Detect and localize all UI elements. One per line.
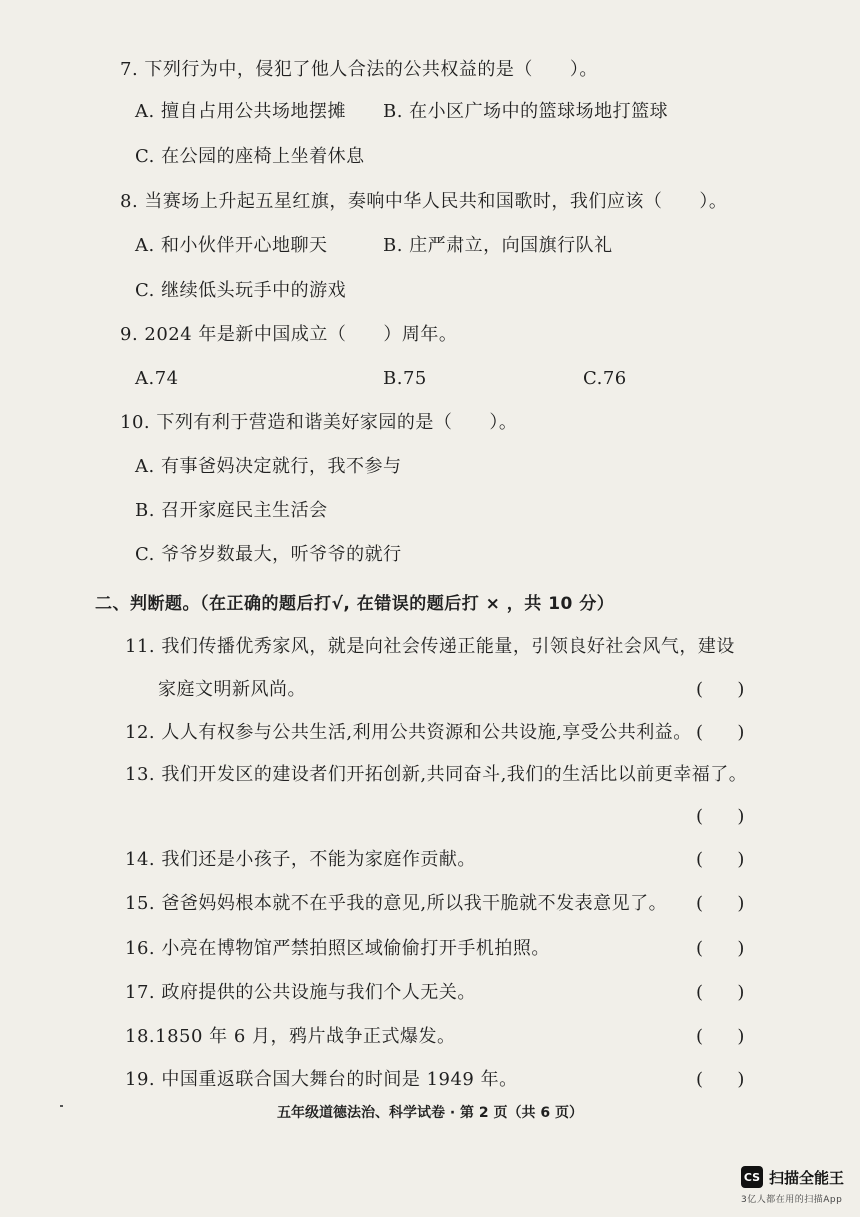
answer-blank-19[interactable]: ( ) [696,1069,745,1090]
question-8-option-c: C. 继续低头玩手中的游戏 [135,280,347,301]
answer-blank-18[interactable]: ( ) [696,1026,745,1047]
question-17: 17. 政府提供的公共设施与我们个人无关。 [125,982,476,1003]
question-10: 10. 下列有利于营造和谐美好家园的是（ ）。 [120,412,518,433]
page-footer: 五年级道德法治、科学试卷 · 第 2 页（共 6 页） [276,1105,584,1121]
question-13: 13. 我们开发区的建设者们开拓创新,共同奋斗,我们的生活比以前更幸福了。 [125,764,748,785]
question-9-option-c: C.76 [583,368,627,389]
question-7-option-a: A. 擅自占用公共场地摆摊 [135,101,346,122]
question-9-option-b: B.75 [383,368,427,389]
question-8-option-b: B. 庄严肃立，向国旗行队礼 [383,235,613,256]
answer-blank-14[interactable]: ( ) [696,849,745,870]
scanner-app-name: 扫描全能王 [769,1168,845,1187]
question-9: 9. 2024 年是新中国成立（ ）周年。 [120,324,458,345]
question-19: 19. 中国重返联合国大舞台的时间是 1949 年。 [125,1069,518,1090]
question-11-line-2: 家庭文明新风尚。 [158,679,306,700]
question-18: 18.1850 年 6 月，鸦片战争正式爆发。 [125,1026,456,1047]
answer-blank-12[interactable]: ( ) [696,722,745,743]
question-12: 12. 人人有权参与公共生活,利用公共资源和公共设施,享受公共利益。 [125,722,692,743]
section-2-title: 二、判断题。（在正确的题后打√, 在错误的题后打 × ，共 10 分） [95,594,615,614]
question-14: 14. 我们还是小孩子，不能为家庭作贡献。 [125,849,476,870]
answer-blank-16[interactable]: ( ) [696,938,745,959]
question-10-option-b: B. 召开家庭民主生活会 [135,500,328,521]
question-10-option-a: A. 有事爸妈决定就行，我不参与 [135,456,402,477]
answer-blank-11[interactable]: ( ) [696,679,745,700]
answer-blank-13[interactable]: ( ) [696,806,745,827]
scanner-watermark [741,1166,844,1188]
answer-blank-17[interactable]: ( ) [696,982,745,1003]
camscanner-icon: CS [741,1166,763,1188]
question-7: 7. 下列行为中，侵犯了他人合法的公共权益的是（ ）。 [120,59,598,80]
question-9-option-a: A.74 [135,368,179,389]
question-16: 16. 小亮在博物馆严禁拍照区域偷偷打开手机拍照。 [125,938,550,959]
question-7-option-b: B. 在小区广场中的篮球场地打篮球 [383,101,669,122]
answer-blank-15[interactable]: ( ) [696,893,745,914]
question-10-option-c: C. 爷爷岁数最大，听爷爷的就行 [135,544,402,565]
question-8-option-a: A. 和小伙伴开心地聊天 [135,235,328,256]
question-7-option-c: C. 在公园的座椅上坐着休息 [135,146,365,167]
scanner-tagline: 3亿人都在用的扫描App [741,1195,843,1205]
question-8: 8. 当赛场上升起五星红旗，奏响中华人民共和国歌时，我们应该（ ）。 [120,191,728,212]
question-15: 15. 爸爸妈妈根本就不在乎我的意见,所以我干脆就不发表意见了。 [125,893,668,914]
question-11-line-1: 11. 我们传播优秀家风，就是向社会传递正能量，引领良好社会风气，建设 [125,636,735,657]
